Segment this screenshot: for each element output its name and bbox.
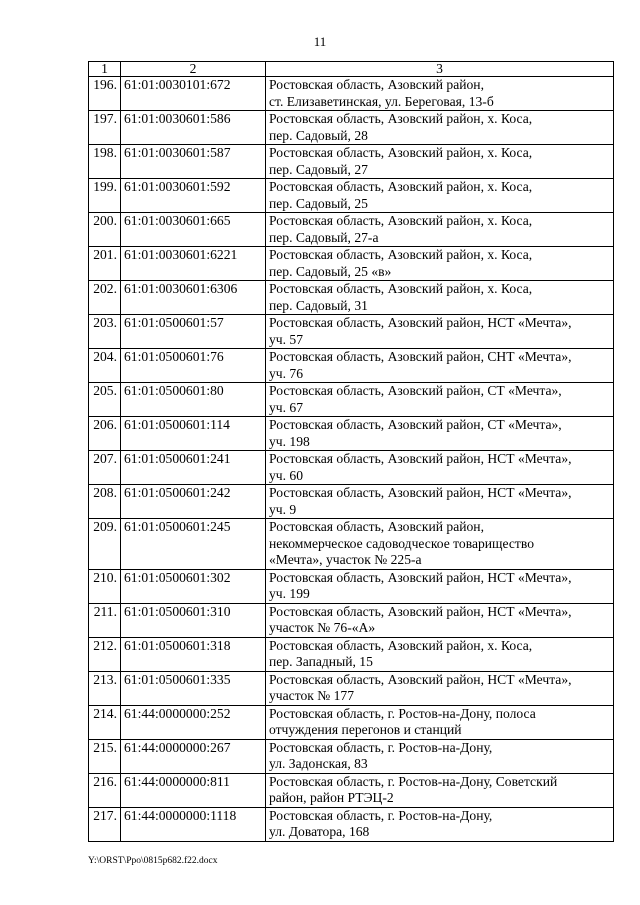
address-line: Ростовская область, Азовский район, х. Коса, [269, 247, 533, 262]
address-line: Ростовская область, Азовский район, х. Коса, [269, 145, 533, 160]
cadastral-number: 61:01:0030101:672 [121, 77, 266, 111]
address-line: уч. 9 [269, 501, 297, 517]
row-number: 211. [89, 603, 121, 637]
address-line: Ростовская область, Азовский район, [269, 77, 484, 92]
address-line: Ростовская область, Азовский район, СТ «Мечта», [269, 417, 562, 432]
address-line: ул. Задонская, 83 [269, 756, 368, 771]
address-line: уч. 57 [269, 331, 304, 347]
address-line: пер. Западный, 15 [269, 654, 373, 669]
address-line: уч. 67 [269, 399, 304, 415]
row-number: 209. [89, 519, 121, 570]
address-line: Ростовская область, Азовский район, х. Коса, [269, 179, 533, 194]
cadastral-number: 61:01:0500601:245 [121, 519, 266, 570]
table-row [89, 569, 614, 603]
address [266, 807, 614, 841]
cadastral-number: 61:01:0500601:242 [121, 485, 266, 519]
address-line: Ростовская область, Азовский район, НСТ «Мечта», [269, 671, 572, 687]
row-number: 207. [89, 451, 121, 485]
address-line: пер. Садовый, 27 [269, 161, 368, 177]
table-row [89, 383, 614, 417]
address-line: Ростовская область, Азовский район, х. Коса, [269, 637, 533, 653]
address-line: Ростовская область, Азовский район, НСТ «Мечта», [269, 603, 572, 619]
row-number: 204. [89, 349, 121, 383]
address [266, 773, 614, 807]
table-row [89, 247, 614, 281]
address-line: уч. 198 [269, 433, 310, 449]
address-line: пер. Садовый, 25 [269, 195, 368, 211]
address-line: уч. 76 [269, 365, 304, 381]
address-line: пер. Садовый, 25 «в» [269, 263, 392, 279]
address-line: «Мечта», участок № 225-а [269, 552, 422, 567]
address-line: уч. 60 [269, 467, 304, 483]
address-line: участок № 177 [269, 688, 355, 703]
cadastral-number: 61:01:0030601:592 [121, 179, 266, 213]
cadastral-number: 61:44:0000000:811 [121, 773, 266, 807]
table-row [89, 705, 614, 739]
address-line: Ростовская область, г. Ростов-на-Дону, [269, 807, 493, 823]
row-number: 210. [89, 569, 121, 603]
address [266, 145, 614, 179]
footer-file-path: Y:\ORST\Ppo\0815p682.f22.docx [88, 856, 218, 866]
table-row [89, 281, 614, 315]
header-col-3: 3 [266, 62, 614, 77]
address-line: район, район РТЭЦ-2 [269, 790, 394, 805]
table-row [89, 671, 614, 705]
table-row [89, 451, 614, 485]
page-number: 11 [313, 34, 327, 49]
address-line: Ростовская область, Азовский район, НСТ «Мечта», [269, 315, 572, 330]
row-number: 203. [89, 315, 121, 349]
table-row [89, 315, 614, 349]
table-row [89, 77, 614, 111]
table-row [89, 485, 614, 519]
table-row [89, 807, 614, 841]
address [266, 569, 614, 603]
header-col-2: 2 [121, 62, 266, 77]
row-number: 215. [89, 739, 121, 773]
cadastral-number: 61:01:0030601:665 [121, 213, 266, 247]
address [266, 671, 614, 705]
address-line: Ростовская область, Азовский район, х. Коса, [269, 213, 533, 228]
address [266, 315, 614, 349]
address [266, 705, 614, 739]
cadastral-number: 61:01:0500601:114 [121, 417, 266, 451]
row-number: 206. [89, 417, 121, 451]
address [266, 247, 614, 281]
row-number: 216. [89, 773, 121, 807]
row-number: 214. [89, 705, 121, 739]
land-parcel-table [88, 61, 614, 842]
address-line: уч. 199 [269, 586, 310, 601]
row-number: 205. [89, 383, 121, 417]
address [266, 637, 614, 671]
address-line: некоммерческое садоводческое товарищество [269, 535, 534, 551]
cadastral-number: 61:44:0000000:267 [121, 739, 266, 773]
table-row [89, 213, 614, 247]
address-line: Ростовская область, Азовский район, СТ «Мечта», [269, 383, 562, 398]
address [266, 603, 614, 637]
row-number: 196. [89, 77, 121, 111]
cadastral-number: 61:44:0000000:252 [121, 705, 266, 739]
table-row [89, 637, 614, 671]
table-row [89, 603, 614, 637]
cadastral-number: 61:01:0030601:586 [121, 111, 266, 145]
address-line: Ростовская область, г. Ростов-на-Дону, полоса [269, 705, 536, 721]
address [266, 179, 614, 213]
row-number: 198. [89, 145, 121, 179]
address-line: пер. Садовый, 27-а [269, 229, 379, 245]
address-line: Ростовская область, Азовский район, НСТ «Мечта», [269, 451, 572, 466]
address-line: участок № 76-«А» [269, 620, 376, 635]
address-line: Ростовская область, Азовский район, НСТ «Мечта», [269, 569, 572, 585]
address-line: Ростовская область, Азовский район, [269, 519, 484, 534]
address-line: Ростовская область, г. Ростов-на-Дону, Советский [269, 773, 558, 789]
table-row [89, 739, 614, 773]
table-row [89, 349, 614, 383]
address-line: Ростовская область, Азовский район, СНТ «Мечта», [269, 349, 572, 364]
address [266, 451, 614, 485]
row-number: 213. [89, 671, 121, 705]
cadastral-number: 61:01:0030601:6306 [121, 281, 266, 315]
cadastral-number: 61:01:0500601:335 [121, 671, 266, 705]
address-line: пер. Садовый, 31 [269, 297, 368, 313]
address [266, 77, 614, 111]
table-row [89, 773, 614, 807]
table-row [89, 417, 614, 451]
row-number: 208. [89, 485, 121, 519]
cadastral-number: 61:01:0500601:310 [121, 603, 266, 637]
cadastral-number: 61:01:0500601:241 [121, 451, 266, 485]
header-col-1: 1 [89, 62, 121, 77]
address-line: Ростовская область, Азовский район, НСТ «Мечта», [269, 485, 572, 500]
row-number: 199. [89, 179, 121, 213]
address-line: Ростовская область, Азовский район, х. Коса, [269, 281, 533, 296]
cadastral-number: 61:01:0500601:80 [121, 383, 266, 417]
cadastral-number: 61:01:0500601:318 [121, 637, 266, 671]
address-line: отчуждения перегонов и станций [269, 722, 462, 737]
address-line: Ростовская область, Азовский район, х. Коса, [269, 111, 533, 126]
cadastral-number: 61:01:0500601:302 [121, 569, 266, 603]
address-line: пер. Садовый, 28 [269, 127, 368, 143]
cadastral-number: 61:01:0030601:587 [121, 145, 266, 179]
row-number: 201. [89, 247, 121, 281]
cadastral-number: 61:01:0030601:6221 [121, 247, 266, 281]
address [266, 349, 614, 383]
table-row [89, 179, 614, 213]
address [266, 383, 614, 417]
table-row [89, 111, 614, 145]
address-line: ст. Елизаветинская, ул. Береговая, 13-б [269, 93, 494, 109]
row-number: 200. [89, 213, 121, 247]
cadastral-number: 61:01:0500601:57 [121, 315, 266, 349]
address [266, 739, 614, 773]
address [266, 485, 614, 519]
address [266, 281, 614, 315]
table-row [89, 519, 614, 570]
address-line: Ростовская область, г. Ростов-на-Дону, [269, 739, 493, 755]
address [266, 417, 614, 451]
address-line: ул. Доватора, 168 [269, 824, 370, 839]
address [266, 111, 614, 145]
address [266, 519, 614, 570]
table-header-row [89, 62, 614, 77]
address [266, 213, 614, 247]
row-number: 202. [89, 281, 121, 315]
row-number: 212. [89, 637, 121, 671]
cadastral-number: 61:44:0000000:1118 [121, 807, 266, 841]
table-row [89, 145, 614, 179]
cadastral-number: 61:01:0500601:76 [121, 349, 266, 383]
row-number: 217. [89, 807, 121, 841]
row-number: 197. [89, 111, 121, 145]
